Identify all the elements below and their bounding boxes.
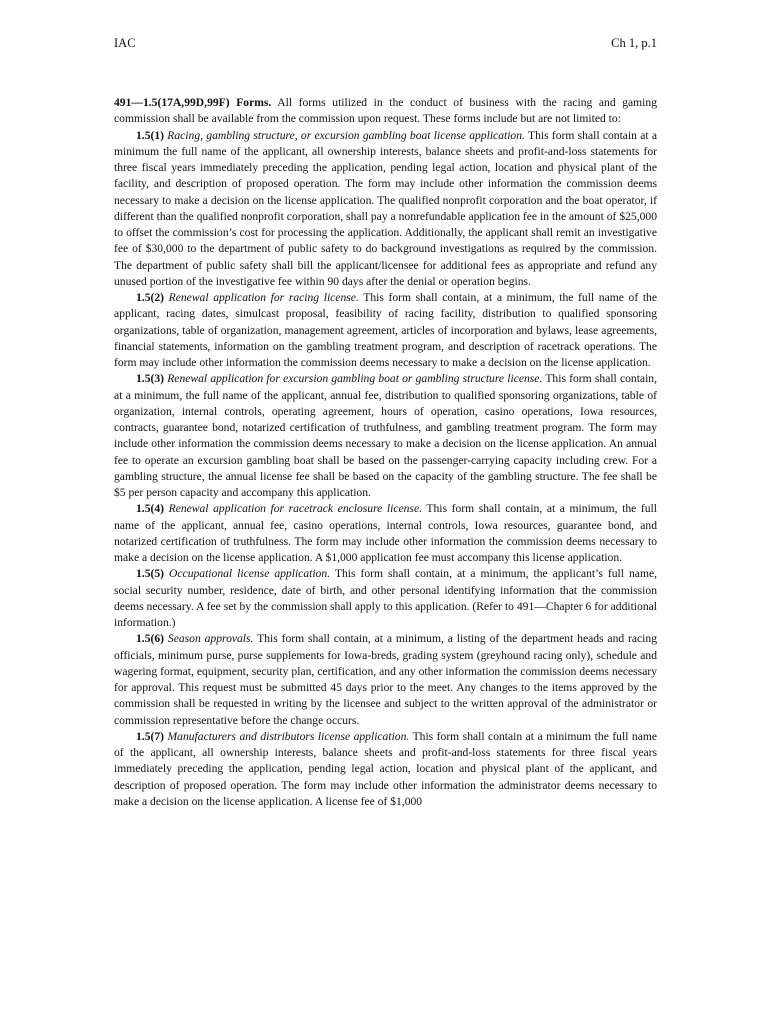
subrule-text: This form shall contain at a minimum the full name of the applicant, all ownership interests, balance sheets and profit-and-loss statements for three fiscal years immediately preceding the application, pending legal action, location and physical plant of the facility, and description of proposed operation. The form may include other information the commission deems necessary to make a decision on the license application. The qualified nonprofit corporation and the boat operator, if different than the qualified nonprofit corporation, shall pay a nonrefundable application fee in the amount of $25,000 to offset the commission’s cost for processing the application. Additionally, the applicant shall remit an investigative fee of $30,000 to the department of public safety to do background investigations as required by the commission. The department of public safety shall bill the applicant/licensee for additional fees as appropriate and refund any unused portion of the investigative fee within 90 days after the denial or operation begins. — [114, 128, 657, 288]
rule-heading: Forms. — [236, 96, 272, 109]
subrule-paragraph-7 — [114, 729, 657, 810]
header-left: IAC — [114, 36, 136, 50]
rule-paragraph — [114, 95, 657, 128]
subrule-text: This form shall contain, at a minimum, the full name of the applicant, annual fee, distribution to qualified sponsoring organizations, table of organization, internal controls, operating agreement, hours of operation, casino operations, Iowa resources, contracts, guarantee bond, notarized certification of truthfulness, and gambling treatment program. The form may include other information the commission deems necessary to make a decision on the license application. An annual fee to operate an excursion gambling boat shall be based on the passenger-carrying capacity including crew. For a gambling structure, the annual license fee shall be based on the capacity of the gambling structure. The fee shall be $5 per person capacity and accompany this application. — [114, 372, 657, 499]
subrule-number: 1.5(6) — [136, 632, 165, 646]
subrule-title: Manufacturers and distributors license application. — [167, 729, 410, 743]
subrule-text: This form shall contain, at a minimum, the full name of the applicant, racing dates, simulcast proposal, feasibility of racing facility, distribution to qualified sponsoring organizations, table of organization, management agreement, articles of incorporation and bylaws, lease agreements, financial statements, information on the gambling treatment program, and description of racetrack operations. The form may include other information the commission deems necessary to make a decision on the license application. — [114, 291, 657, 369]
subrule-text: This form shall contain at a minimum the full name of the applicant, all ownership interests, balance sheets and profit-and-loss statements for three fiscal years immediately preceding the application, pending legal action, location and physical plant of the applicant, and description of proposed operation. The form may include other information the administrator deems necessary to make a decision on the license application. A license fee of $1,000 — [114, 729, 658, 808]
subrule-paragraph-2 — [114, 290, 657, 371]
page-header — [114, 35, 657, 51]
subrule-title: Season approvals. — [167, 632, 254, 646]
subrule-paragraph-6 — [114, 631, 657, 729]
subrule-number: 1.5(5) — [136, 567, 165, 581]
subrule-text: This form shall contain, at a minimum, the applicant’s full name, social security number, residence, date of birth, and other personal identifying information that the commission deems necessary. A fee set by the commission shall apply to this application. (Refer to 491—Chapter 6 for additional information.) — [114, 567, 658, 629]
subrule-number: 1.5(3) — [136, 372, 165, 386]
subrule-number: 1.5(4) — [136, 502, 165, 516]
subrule-number: 1.5(7) — [136, 729, 165, 743]
rule-number: 491—1.5(17A,99D,99F) — [114, 96, 230, 109]
subrule-text: This form shall contain, at a minimum, a listing of the department heads and racing officials, minimum purse, purse supplements for Iowa-breds, grading system (greyhound racing only), schedule and wagering format, equipment, security plan, certification, and any other information the commission deems necessary for approval. This request must be submitted 45 days prior to the meet. Any changes to the items approved by the commission shall be requested in writing by the licensee and subject to the written approval of the administrator or commission representative before the change occurs. — [114, 632, 657, 727]
subrule-text: This form shall contain, at a minimum, the full name of the applicant, annual fee, casino operations, internal controls, Iowa resources, guarantee bond, and notarized certification of truthfulness. The form may include other information the commission deems necessary to make a decision on the license application. A $1,000 application fee must accompany this license application. — [114, 502, 657, 564]
header-right: Ch 1, p.1 — [611, 36, 657, 50]
subrule-title: Renewal application for racing license. — [168, 291, 359, 304]
subrule-title: Renewal application for racetrack enclosure license. — [168, 502, 422, 516]
subrule-paragraph-3 — [114, 371, 657, 501]
subrule-title: Renewal application for excursion gambling boat or gambling structure license. — [167, 372, 543, 386]
document-body — [114, 95, 657, 810]
subrule-number: 1.5(2) — [136, 291, 165, 304]
subrule-paragraph-1 — [114, 128, 657, 291]
subrule-paragraph-5 — [114, 566, 657, 631]
subrule-number: 1.5(1) — [136, 128, 165, 142]
subrule-title: Occupational license application. — [169, 567, 331, 581]
subrule-paragraph-4 — [114, 501, 657, 566]
subrule-title: Racing, gambling structure, or excursion gambling boat license application. — [167, 128, 525, 142]
rule-intro: All forms utilized in the conduct of business with the racing and gaming commission shall be available from the commission upon request. These forms include but are not limited to: — [114, 96, 657, 126]
